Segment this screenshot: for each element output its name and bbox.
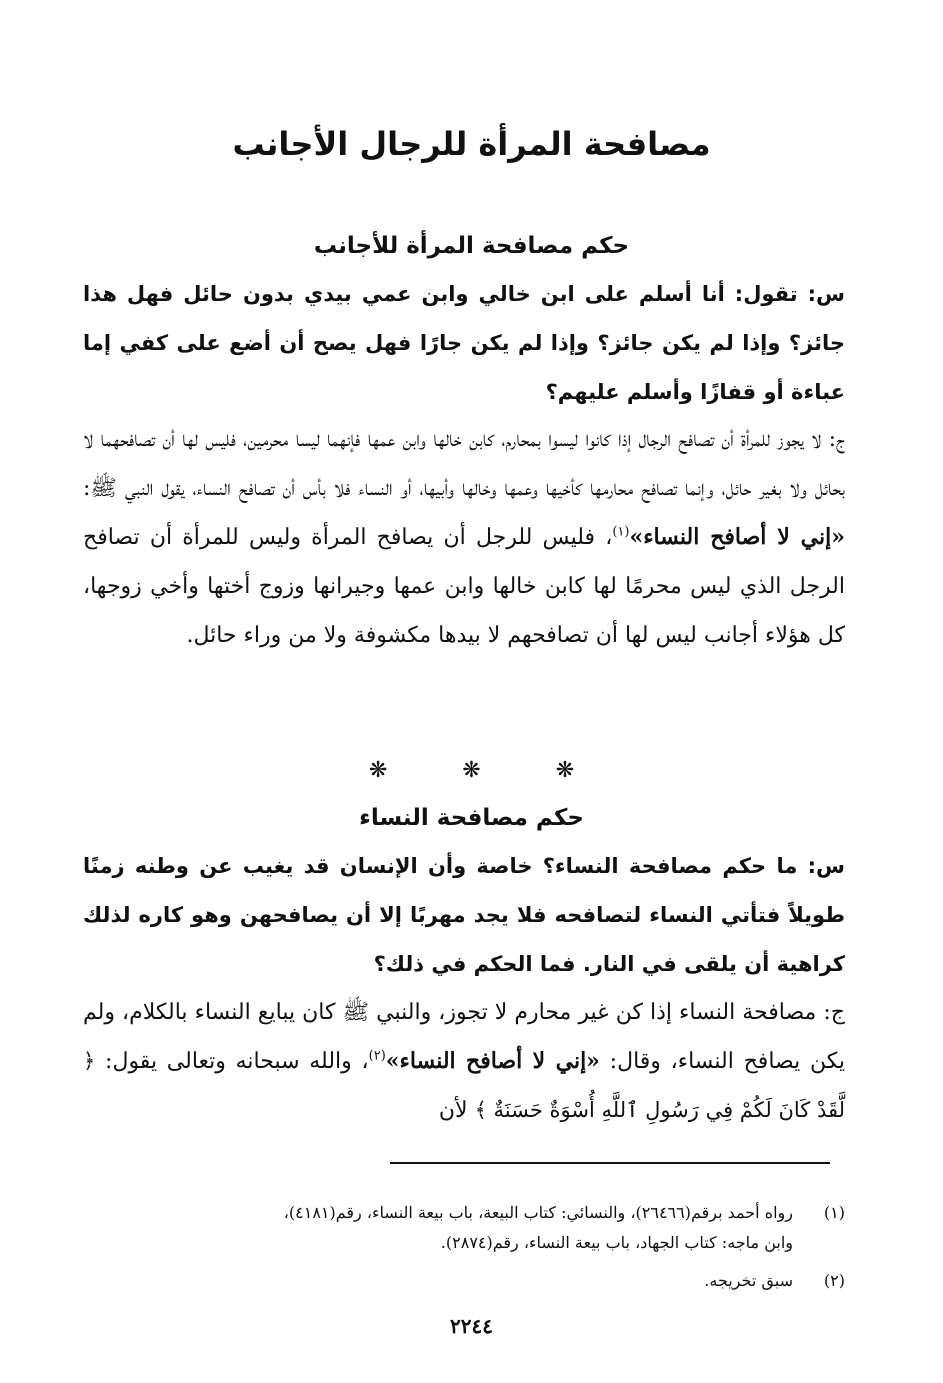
footnote-2 xyxy=(83,1266,845,1296)
section1-heading: حكم مصافحة المرأة للأجانب xyxy=(313,233,630,259)
quran-verse: ﴿ لَّقَدْ كَانَ لَكُمْ فِي رَسُولِ ٱللَّهِ أُسْوَةٌ حَسَنَةٌ ﴾ xyxy=(83,1049,845,1122)
section1-answer-text: ج: لا يجوز للمرأة أن تصافح الرجال إذا كانوا ليسوا بمحارم، كابن خالها وابن عمها فإنهما ليسا محرمين، فليس لها أن تصافحهما لا بحائل ولا بغير حائل، وإنما تصافح محارمها كأخيها وعمها وخالها وأبيها، أو النساء فلا بأس أن تصافح النساء، يقول النبي ﷺ: xyxy=(83,427,845,501)
section-separator xyxy=(80,758,863,783)
section2-hadith-quote: «إني لا أصافح النساء» xyxy=(385,1048,600,1074)
separator-star: ❋ xyxy=(368,758,388,783)
footnote-divider xyxy=(390,1162,830,1164)
footnote-number: (٢) xyxy=(823,1271,845,1290)
separator-star: ❋ xyxy=(555,758,575,783)
footnote-text: رواه أحمد برقم(٢٦٤٦٦)، والنسائي: كتاب البيعة، باب بيعة النساء، رقم(٤١٨١)، xyxy=(283,1203,793,1222)
page-number: ٢٢٤٤ xyxy=(450,1314,493,1338)
section2-answer xyxy=(83,988,845,1135)
footnote-number: (١) xyxy=(823,1203,845,1222)
section1-hadith-quote: «إني لا أصافح النساء» xyxy=(629,524,845,550)
separator-star: ❋ xyxy=(462,758,481,783)
footnote-text-continued: وابن ماجه: كتاب الجهاد، باب بيعة النساء، رقم(٢٨٧٤). xyxy=(440,1233,793,1252)
footnote-ref-2[interactable]: (٢) xyxy=(368,1048,386,1064)
footnote-1 xyxy=(83,1198,845,1258)
footnote-ref-1[interactable]: (١) xyxy=(612,524,630,540)
section2-answer-text: ج: مصافحة النساء إذا كن غير محارم لا تجوز، والنبي ﷺ كان يبايع النساء بالكلام، ولم يكن يصافح النساء، وقال: xyxy=(83,1000,845,1074)
section1-answer-continued: ، فليس للرجل أن يصافح المرأة وليس للمرأة أن تصافح الرجل الذي ليس محرمًا لها كابن خالها وابن عمها وجيرانها وزوج أختها وأخي زوجها، كل هؤلاء أجانب ليس لها أن تصافحهم لا بيدها مكشوفة ولا من وراء حائل. xyxy=(83,525,845,648)
section2-heading: حكم مصافحة النساء xyxy=(359,805,584,831)
section2-question: س: ما حكم مصافحة النساء؟ خاصة وأن الإنسان قد يغيب عن وطنه زمنًا طويلاً فتأتي النساء لتصافحه فلا يجد مهربًا إلا أن يصافحهن وهو كاره لذلك كراهية أن يلقى في النار. فما الحكم في ذلك؟ xyxy=(83,854,845,976)
section2-answer-tail: لأن xyxy=(438,1098,468,1123)
section1-question: س: تقول: أنا أسلم على ابن خالي وابن عمي بيدي بدون حائل فهل هذا جائز؟ وإذا لم يكن جائز؟ وإذا لم يكن جارًا فهل يصح أن أضع على كفي إما عباءة أو قفازًا وأسلم عليهم؟ xyxy=(83,282,845,404)
footnote-text: سبق تخريجه. xyxy=(704,1271,793,1290)
section1-answer xyxy=(83,415,845,660)
section2-answer-continued: ، والله سبحانه وتعالى يقول: xyxy=(105,1049,369,1074)
page-title: مصافحة المرأة للرجال الأجانب xyxy=(232,125,711,163)
